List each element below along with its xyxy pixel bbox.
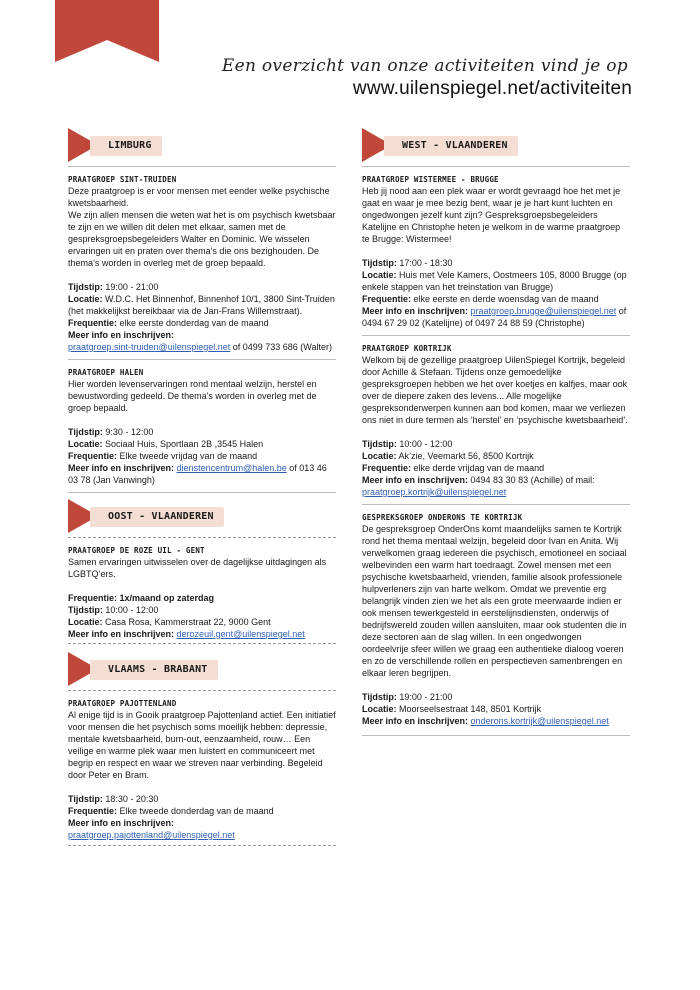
contact-line bbox=[68, 829, 336, 841]
group-title: PRAATGROEP KORTRIJK bbox=[362, 344, 452, 353]
group-description: De gespreksgroep OnderOns komt maandelijks samen te Kortrijk rond het thema mentaal welzijn, begeleid door Ivan en Anita. Wij verwelkomen graag iedereen die psychisch, emotioneel en sociaal welbevinden een warm hart toedraagt. Zowel mensen met een psychische kwetsbaarheid, vrienden, familie alsook professionele hulpverleners zijn van harte welkom. Omdat we preventie erg belangrijk vinden zien we het als een grote meerwaarde indien er ook mensen tewerkgesteld in eerstelijnsdiensten, onderwijs of bedrijfswereld zouden willen aansluiten, maar ook studenten die in deze sectoren aan de slag willen. In een ongedwongen oordeelvrije sfeer willen we graag een authentieke dialoog voeren en zo de verschillende rollen en perspectieven samenbrengen en elkaar leren begrijpen. bbox=[362, 524, 627, 678]
section-header-brabant bbox=[68, 652, 336, 686]
group-description: Hier worden levenservaringen rond mentaal welzijn, herstel en bewustwording gedeeld. De thema’s worden in overleg met de groep bepaald. bbox=[68, 379, 317, 413]
group-title: PRAATGROEP WISTERMEE - BRUGGE bbox=[362, 175, 499, 184]
email-link[interactable]: praatgroep.pajottenland@uilenspiegel.net bbox=[68, 830, 235, 840]
section-title: OOST - VLAANDEREN bbox=[90, 507, 224, 527]
header-tagline: Een overzicht van onze activiteiten vind je op bbox=[221, 56, 628, 76]
bookmark-ribbon bbox=[55, 0, 159, 62]
contact-line: Meer info en inschrijven: derozeuil.gent@uilenspiegel.net bbox=[68, 629, 305, 639]
group-title: PRAATGROEP SINT-TRUIDEN bbox=[68, 175, 177, 184]
group-description: We zijn allen mensen die weten wat het is om psychisch kwetsbaar te zijn en we willen dit delen met elkaar, samen met de gespreksgroepsbegeleiders Walter en Dominic. We wisselen ervaringen uit en praten over thema’s die ons bezighouden. De thema’s worden in overleg met de groep bepaald. bbox=[68, 210, 336, 268]
email-link[interactable]: praatgroep.brugge@uilenspiegel.net bbox=[470, 306, 617, 316]
group-sint-truiden bbox=[68, 167, 336, 353]
location-line: Locatie: Moorseelsestraat 148, 8501 Kortrijk bbox=[362, 704, 542, 714]
contact-line: Meer info en inschrijven: onderons.kortrijk@uilenspiegel.net bbox=[362, 716, 609, 726]
email-link[interactable]: dienstencentrum@halen.be bbox=[176, 463, 287, 473]
email-link[interactable]: praatgroep.kortrijk@uilenspiegel.net bbox=[362, 487, 507, 497]
group-title: GESPREKSGROEP ONDERONS TE KORTRIJK bbox=[362, 513, 523, 522]
divider bbox=[68, 643, 336, 644]
location-line: Locatie: Ak’zie, Veemarkt 56, 8500 Kortrijk bbox=[362, 451, 534, 461]
time-line: Tijdstip: 10:00 - 12:00 bbox=[68, 605, 159, 615]
header-url[interactable]: www.uilenspiegel.net/activiteiten bbox=[352, 78, 632, 99]
contact-line: Meer info en inschrijven: praatgroep.brugge@uilenspiegel.net of 0494 67 29 02 (Katelijne) of 0497 24 88 59 (Christophe) bbox=[362, 306, 627, 328]
left-column bbox=[68, 128, 336, 846]
time-line: Tijdstip: 17:00 - 18:30 bbox=[362, 258, 453, 268]
frequency-line: Frequentie: 1x/maand op zaterdag bbox=[68, 593, 215, 603]
group-description: Heb jij nood aan een plek waar er wordt gevraagd hoe het met je gaat en waar je mee bezig bent, waar je je hart kunt luchten en ongedwongen jezelf kunt zijn? Gespreksgroepsbegeleiders Katelijne en Christophe heten je welkom in de warme praatgroep te Brugge: Wistermee! bbox=[362, 186, 621, 244]
info-label: Meer info en inschrijven: bbox=[68, 818, 175, 828]
section-title: WEST - VLAANDEREN bbox=[384, 136, 518, 156]
contact-line: Meer info en inschrijven: 0494 83 30 83 (Achille) of mail: bbox=[362, 475, 595, 485]
location-line: Locatie: Huis met Vele Kamers, Oostmeers 105, 8000 Brugge (op enkele stappen van het treinstation van Brugge) bbox=[362, 270, 627, 292]
section-title: VLAAMS - BRABANT bbox=[90, 660, 218, 680]
contact-line: Meer info en inschrijven: dienstencentrum@halen.be of 013 46 03 78 (Jan Vanwingh) bbox=[68, 463, 327, 485]
frequency-line: Frequentie: elke eerste en derde woensdag van de maand bbox=[362, 294, 599, 304]
group-halen bbox=[68, 360, 336, 486]
group-title: PRAATGROEP HALEN bbox=[68, 368, 144, 377]
time-line: Tijdstip: 18:30 - 20:30 bbox=[68, 794, 159, 804]
email-link[interactable]: praatgroep.sint-truiden@uilenspiegel.net bbox=[68, 342, 231, 352]
group-description: Welkom bij de gezellige praatgroep UilenSpiegel Kortrijk, begeleid door Achille & Stefaan. Tijdens onze gemoedelijke gespreksgroepen hebben we het over koetjes en kalfjes, maar ook over de diepere zaken des levens... Alle mogelijke gespreksonderwerpen kunnen aan bod komen, maar we verliezen ons niet in dure termen als ‘herstel’ en ‘psychische kwetsbaarheid’. bbox=[362, 355, 628, 425]
contact-line: praatgroep.sint-truiden@uilenspiegel.net of 0499 733 686 (Walter) bbox=[68, 342, 332, 352]
divider bbox=[68, 492, 336, 493]
frequency-line: Frequentie: elke derde vrijdag van de maand bbox=[362, 463, 545, 473]
group-description: Samen ervaringen uitwisselen over de dagelijkse uitdagingen als LGBTQ’ers. bbox=[68, 557, 327, 579]
time-line: Tijdstip: 19:00 - 21:00 bbox=[362, 692, 453, 702]
info-label: Meer info en inschrijven: bbox=[68, 330, 175, 340]
contact-line bbox=[362, 486, 630, 498]
section-header-oost bbox=[68, 499, 336, 533]
group-wistermee bbox=[362, 167, 630, 329]
group-title: PRAATGROEP PAJOTTENLAND bbox=[68, 699, 177, 708]
group-description: Deze praatgroep is er voor mensen met eender welke psychische kwetsbaarheid. bbox=[68, 186, 330, 208]
group-pajottenland bbox=[68, 691, 336, 841]
time-line: Tijdstip: 9:30 - 12:00 bbox=[68, 427, 154, 437]
time-line: Tijdstip: 10:00 - 12:00 bbox=[362, 439, 453, 449]
location-line: Locatie: W.D.C. Het Binnenhof, Binnenhof 10/1, 3800 Sint-Truiden (het makkelijkst bereikbaar via de Jan-Frans Willemstraat). bbox=[68, 294, 335, 316]
right-column bbox=[362, 128, 630, 736]
frequency-line: Frequentie: Elke tweede vrijdag van de maand bbox=[68, 451, 258, 461]
divider bbox=[68, 845, 336, 846]
group-title: PRAATGROEP DE ROZE UIL - GENT bbox=[68, 546, 205, 555]
frequency-line: Frequentie: Elke tweede donderdag van de maand bbox=[68, 806, 274, 816]
time-line: Tijdstip: 19:00 - 21:00 bbox=[68, 282, 159, 292]
location-line: Locatie: Casa Rosa, Kammerstraat 22, 9000 Gent bbox=[68, 617, 271, 627]
group-roze-uil bbox=[68, 538, 336, 640]
group-kortrijk bbox=[362, 336, 630, 498]
email-link[interactable]: onderons.kortrijk@uilenspiegel.net bbox=[470, 716, 609, 726]
group-onderons bbox=[362, 505, 630, 727]
email-link[interactable]: derozeuil.gent@uilenspiegel.net bbox=[176, 629, 305, 639]
group-description: Al enige tijd is in Gooik praatgroep Pajottenland actief. Een initiatief voor mensen die het psychisch soms moeilijk hebben: depressie, mentale kwetsbaarheid, burn-out, eenzaamheid, rouw… Een veilige en warme plek waar men luistert en communiceert met begrip en respect en waar we streven naar verbinding. Begeleid door Peter en Bram. bbox=[68, 710, 336, 780]
divider bbox=[362, 735, 630, 736]
section-title: LIMBURG bbox=[90, 136, 162, 156]
section-header-limburg bbox=[68, 128, 336, 162]
section-header-west bbox=[362, 128, 630, 162]
frequency-line: Frequentie: elke eerste donderdag van de maand bbox=[68, 318, 269, 328]
location-line: Locatie: Sociaal Huis, Sportlaan 2B ,3545 Halen bbox=[68, 439, 264, 449]
